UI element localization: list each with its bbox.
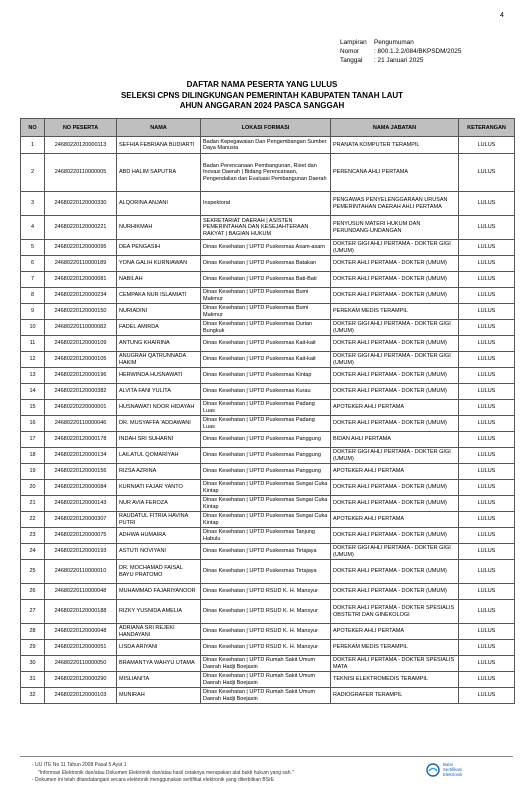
cell-nama: DR. MUSYAFFA 'ADDAWANI xyxy=(117,416,201,432)
table-row xyxy=(21,544,515,560)
cell-nama-jabatan: DOKTER GIGI AHLI PERTAMA - DOKTER GIGI (UMUM) xyxy=(331,448,459,464)
cell-lokasi-formasi: Dinas Kesehatan | UPTD Puskesmas Sungai Cuka Kintap xyxy=(201,512,331,528)
table-row xyxy=(21,288,515,304)
cell-nama-jabatan: APOTEKER AHLI PERTAMA xyxy=(331,464,459,480)
table-row xyxy=(21,448,515,464)
cell-no-peserta: 24680220120000095 xyxy=(45,240,117,256)
cell-keterangan: LULUS xyxy=(459,448,515,464)
cell-nama-jabatan: DOKTER GIGI AHLI PERTAMA - DOKTER GIGI (UMUM) xyxy=(331,320,459,336)
cell-lokasi-formasi: Badan Kepegawaian Dan Pengembangan Sumber Daya Manusia xyxy=(201,137,331,154)
reference-row xyxy=(340,56,461,65)
cell-nama-jabatan: BIDAN AHLI PERTAMA xyxy=(331,432,459,448)
cell-keterangan: LULUS xyxy=(459,240,515,256)
cell-nama-jabatan: DOKTER AHLI PERTAMA - DOKTER (UMUM) xyxy=(331,336,459,352)
cell-no: 6 xyxy=(21,256,45,272)
cell-nama-jabatan: DOKTER AHLI PERTAMA - DOKTER (UMUM) xyxy=(331,256,459,272)
cell-no: 7 xyxy=(21,272,45,288)
cell-no-peserta: 24680220110000082 xyxy=(45,320,117,336)
cell-nama: RAUDATUL FITRIA HAVINA PUTRI xyxy=(117,512,201,528)
cell-keterangan: LULUS xyxy=(459,528,515,544)
cell-nama: MISLIANITA xyxy=(117,672,201,688)
table-row xyxy=(21,336,515,352)
cell-nama: LAILATUL QOMARIYAH xyxy=(117,448,201,464)
table-row xyxy=(21,432,515,448)
cell-nama: INDAH SRI SUHARNI xyxy=(117,432,201,448)
cell-lokasi-formasi: Dinas Kesehatan | UPTD RSUD K. H. Mansyur xyxy=(201,584,331,600)
cell-no-peserta: 24680220110000046 xyxy=(45,416,117,432)
cell-lokasi-formasi: Dinas Kesehatan | UPTD Rumah Sakit Umum Daerah Hadji Boejasin xyxy=(201,656,331,672)
cell-lokasi-formasi: Dinas Kesehatan | UPTD RSUD K. H. Mansyur xyxy=(201,600,331,624)
table-row xyxy=(21,584,515,600)
bsre-logo-text xyxy=(443,762,462,777)
cell-no: 15 xyxy=(21,400,45,416)
cell-no: 14 xyxy=(21,384,45,400)
cell-no: 20 xyxy=(21,480,45,496)
table-header-row xyxy=(21,119,515,137)
table-row xyxy=(21,512,515,528)
bsre-logo-line: Sertifikasi xyxy=(443,767,463,772)
cell-no-peserta: 24680220120000084 xyxy=(45,480,117,496)
cell-keterangan: LULUS xyxy=(459,512,515,528)
cell-no-peserta: 24680220120000075 xyxy=(45,528,117,544)
reference-key: Tanggal xyxy=(340,57,363,64)
cell-nama: LISDA ARIYANI xyxy=(117,640,201,656)
table-row xyxy=(21,672,515,688)
cell-keterangan: LULUS xyxy=(459,256,515,272)
cell-no: 29 xyxy=(21,640,45,656)
cell-lokasi-formasi: Dinas Kesehatan | UPTD Puskesmas Tirtajaya xyxy=(201,560,331,584)
document-title xyxy=(0,80,524,112)
cell-keterangan: LULUS xyxy=(459,320,515,336)
cell-no: 24 xyxy=(21,544,45,560)
cell-keterangan: LULUS xyxy=(459,464,515,480)
cell-lokasi-formasi: Dinas Kesehatan | UPTD Puskesmas Bati-Bati xyxy=(201,272,331,288)
cell-keterangan: LULUS xyxy=(459,432,515,448)
table-row xyxy=(21,640,515,656)
cell-nama: ALVITA FANI YULITA xyxy=(117,384,201,400)
table-row xyxy=(21,528,515,544)
footer-line: "Informasi Elektronik dan/atau Dokumen Elektronik dan/atau hasil cetaknya merupakan alat bukti hukum yang sah." xyxy=(38,769,294,776)
cell-keterangan: LULUS xyxy=(459,600,515,624)
header-no: NO xyxy=(21,119,45,137)
cell-no: 16 xyxy=(21,416,45,432)
participants-table xyxy=(20,118,515,704)
cell-nama: NUR AVIA FEROZA xyxy=(117,496,201,512)
cell-keterangan: LULUS xyxy=(459,288,515,304)
cell-keterangan: LULUS xyxy=(459,584,515,600)
cell-no: 11 xyxy=(21,336,45,352)
cell-no-peserta: 24680220120000150 xyxy=(45,304,117,320)
cell-nama-jabatan: DOKTER AHLI PERTAMA - DOKTER (UMUM) xyxy=(331,528,459,544)
cell-no-peserta: 24680220120000048 xyxy=(45,624,117,640)
cell-no: 32 xyxy=(21,688,45,704)
cell-no-peserta: 24680220120000330 xyxy=(45,192,117,216)
table-row xyxy=(21,154,515,192)
table-row xyxy=(21,560,515,584)
cell-lokasi-formasi: Dinas Kesehatan | UPTD Puskesmas Bumi Makmur xyxy=(201,288,331,304)
cell-lokasi-formasi: Dinas Kesehatan | UPTD Puskesmas Panggung xyxy=(201,464,331,480)
footer-line: - Dokumen ini telah ditandatangani secara elektronik menggunakan sertifikat elektronik yang diterbitkan BSrE xyxy=(32,777,275,783)
cell-no: 10 xyxy=(21,320,45,336)
cell-nama: DEA PENGASIH xyxy=(117,240,201,256)
reference-value: : 800.1.2.2/084/BKPSDM/2025 xyxy=(374,48,462,55)
cell-nama: CEMPAKA NUR ISLAMIATI xyxy=(117,288,201,304)
cell-no: 22 xyxy=(21,512,45,528)
cell-nama-jabatan: PENGAWAS PENYELENGGARAAN URUSAN PEMERINTAHAN DAERAH AHLI PERTAMA xyxy=(331,192,459,216)
cell-nama: NURHIKMAH xyxy=(117,216,201,240)
cell-lokasi-formasi: Dinas Kesehatan | UPTD Puskesmas Batakan xyxy=(201,256,331,272)
cell-nama-jabatan: DOKTER AHLI PERTAMA - DOKTER SPESIALIS MATA xyxy=(331,656,459,672)
cell-lokasi-formasi: Dinas Kesehatan | UPTD Puskesmas Kait-kait xyxy=(201,336,331,352)
cell-nama: ADHWA HUMAIRA xyxy=(117,528,201,544)
cell-nama: DR. MOCHAMAD FAISAL BAYU PRATOMO xyxy=(117,560,201,584)
cell-keterangan: LULUS xyxy=(459,624,515,640)
cell-no-peserta: 24680220120000307 xyxy=(45,512,117,528)
cell-nama: ALQORINA ANJANI xyxy=(117,192,201,216)
cell-no: 21 xyxy=(21,496,45,512)
cell-lokasi-formasi: Dinas Kesehatan | UPTD Rumah Sakit Umum Daerah Hadji Boejasin xyxy=(201,672,331,688)
cell-lokasi-formasi: Dinas Kesehatan | UPTD Puskesmas Tirtajaya xyxy=(201,544,331,560)
cell-no-peserta: 24680220120000134 xyxy=(45,448,117,464)
table-row xyxy=(21,352,515,368)
cell-nama: SEFHIA FEBRIANA BUDIARTI xyxy=(117,137,201,154)
cell-no: 30 xyxy=(21,656,45,672)
cell-lokasi-formasi: Badan Perencanaan Pembangunan, Riset dan Inovasi Daerah | Bidang Perencanaan, Pengendalian dan Evaluasi Pembangunan Daerah xyxy=(201,154,331,192)
cell-no: 25 xyxy=(21,560,45,584)
cell-keterangan: LULUS xyxy=(459,154,515,192)
cell-no: 13 xyxy=(21,368,45,384)
cell-lokasi-formasi: Dinas Kesehatan | UPTD Puskesmas Bumi Makmur xyxy=(201,304,331,320)
bsre-logo-line: Balai xyxy=(443,762,453,767)
cell-nama: FADEL AMIRDA xyxy=(117,320,201,336)
cell-lokasi-formasi: Dinas Kesehatan | UPTD Puskesmas Padang Luas xyxy=(201,400,331,416)
cell-no-peserta: 24680220120000290 xyxy=(45,672,117,688)
cell-nama: ANUGRAH QATRUNNADA HAKIM xyxy=(117,352,201,368)
cell-keterangan: LULUS xyxy=(459,496,515,512)
cell-no-peserta: 24680220120000051 xyxy=(45,640,117,656)
cell-no-peserta: 24680220220000001 xyxy=(45,400,117,416)
bsre-logo-line: Elektronik xyxy=(443,772,463,777)
cell-no-peserta: 24680220120000221 xyxy=(45,216,117,240)
header-nama: NAMA xyxy=(117,119,201,137)
cell-lokasi-formasi: Dinas Kesehatan | UPTD Rumah Sakit Umum Daerah Hadji Boejasin xyxy=(201,688,331,704)
table-row xyxy=(21,304,515,320)
cell-nama: YONA GALIH KURNIAWAN xyxy=(117,256,201,272)
cell-nama: RIZSA AZRINA xyxy=(117,464,201,480)
table-row xyxy=(21,400,515,416)
reference-row xyxy=(340,38,461,47)
cell-nama-jabatan: DOKTER AHLI PERTAMA - DOKTER SPESIALIS OBSTETRI DAN GINEKOLOGI xyxy=(331,600,459,624)
cell-no-peserta: 24680220120000156 xyxy=(45,464,117,480)
cell-lokasi-formasi: Dinas Kesehatan | UPTD Puskesmas Kait-kait xyxy=(201,352,331,368)
cell-no: 1 xyxy=(21,137,45,154)
cell-no-peserta: 24680220120000113 xyxy=(45,137,117,154)
cell-no: 2 xyxy=(21,154,45,192)
cell-no-peserta: 24680220120000193 xyxy=(45,544,117,560)
cell-nama: HUSNAWATI NOOR HIDAYAH xyxy=(117,400,201,416)
cell-lokasi-formasi: Dinas Kesehatan | UPTD Puskesmas Tanjung Habulu xyxy=(201,528,331,544)
table-row xyxy=(21,688,515,704)
table-row xyxy=(21,368,515,384)
reference-value: : 21 Januari 2025 xyxy=(374,57,424,64)
cell-keterangan: LULUS xyxy=(459,352,515,368)
table-row xyxy=(21,384,515,400)
footer-divider xyxy=(20,756,513,757)
header-keterangan: KETERANGAN xyxy=(459,119,515,137)
cell-nama: BRAMANTYA WAHYU UTAMA xyxy=(117,656,201,672)
cell-no: 12 xyxy=(21,352,45,368)
cell-lokasi-formasi: Dinas Kesehatan | UPTD Puskesmas Kintap xyxy=(201,368,331,384)
cell-no-peserta: 24680220120000109 xyxy=(45,336,117,352)
header-no-peserta: NO PESERTA xyxy=(45,119,117,137)
cell-keterangan: LULUS xyxy=(459,304,515,320)
cell-no: 27 xyxy=(21,600,45,624)
cell-nama: ANTUNG KHAIRINA xyxy=(117,336,201,352)
cell-nama-jabatan: DOKTER AHLI PERTAMA - DOKTER (UMUM) xyxy=(331,288,459,304)
cell-nama-jabatan: DOKTER GIGI AHLI PERTAMA - DOKTER GIGI (UMUM) xyxy=(331,352,459,368)
cell-nama-jabatan: DOKTER AHLI PERTAMA - DOKTER (UMUM) xyxy=(331,384,459,400)
table-row xyxy=(21,464,515,480)
cell-nama-jabatan: APOTEKER AHLI PERTAMA xyxy=(331,512,459,528)
cell-no: 8 xyxy=(21,288,45,304)
cell-no-peserta: 24680220110000005 xyxy=(45,154,117,192)
cell-no-peserta: 24680220120000103 xyxy=(45,688,117,704)
reference-key: Lampiran xyxy=(340,39,367,46)
cell-nama-jabatan: DOKTER AHLI PERTAMA - DOKTER (UMUM) xyxy=(331,560,459,584)
cell-lokasi-formasi: Inspektorat xyxy=(201,192,331,216)
cell-no: 28 xyxy=(21,624,45,640)
cell-nama-jabatan: DOKTER AHLI PERTAMA - DOKTER (UMUM) xyxy=(331,416,459,432)
cell-lokasi-formasi: Dinas Kesehatan | UPTD Puskesmas Sungai Cuka Kintap xyxy=(201,496,331,512)
cell-nama-jabatan: PERENCANA AHLI PERTAMA xyxy=(331,154,459,192)
table-row xyxy=(21,240,515,256)
cell-keterangan: LULUS xyxy=(459,672,515,688)
table-row xyxy=(21,480,515,496)
reference-row xyxy=(340,47,461,56)
cell-nama: ABD HALIM SAPUTRA xyxy=(117,154,201,192)
cell-nama: MUHAMMAD FAJARIYANOOR xyxy=(117,584,201,600)
cell-nama: NURIADINI xyxy=(117,304,201,320)
cell-no: 5 xyxy=(21,240,45,256)
page-number: 4 xyxy=(500,12,504,19)
cell-lokasi-formasi: Dinas Kesehatan | UPTD Puskesmas Sungai Cuka Kintap xyxy=(201,480,331,496)
cell-no: 23 xyxy=(21,528,45,544)
table-row xyxy=(21,137,515,154)
cell-lokasi-formasi: Dinas Kesehatan | UPTD Puskesmas Kurau xyxy=(201,384,331,400)
table-row xyxy=(21,256,515,272)
cell-nama-jabatan: PENYUSUN MATERI HUKUM DAN PERUNDANG-UNDANGAN xyxy=(331,216,459,240)
cell-nama: ASTUTI NOVIYANI xyxy=(117,544,201,560)
reference-key: Nomor xyxy=(340,48,360,55)
cell-no-peserta: 24680220120000105 xyxy=(45,352,117,368)
cell-nama-jabatan: APOTEKER AHLI PERTAMA xyxy=(331,624,459,640)
cell-nama-jabatan: DOKTER AHLI PERTAMA - DOKTER (UMUM) xyxy=(331,584,459,600)
title-line: DAFTAR NAMA PESERTA YANG LULUS xyxy=(186,80,338,89)
table-row xyxy=(21,192,515,216)
table-row xyxy=(21,416,515,432)
cell-no-peserta: 24680220120000382 xyxy=(45,384,117,400)
table-row xyxy=(21,320,515,336)
cell-keterangan: LULUS xyxy=(459,640,515,656)
cell-nama-jabatan: DOKTER AHLI PERTAMA - DOKTER (UMUM) xyxy=(331,368,459,384)
cell-no: 17 xyxy=(21,432,45,448)
table-row xyxy=(21,272,515,288)
cell-no: 19 xyxy=(21,464,45,480)
reference-value: Pengumuman xyxy=(374,39,414,46)
cell-keterangan: LULUS xyxy=(459,416,515,432)
cell-keterangan: LULUS xyxy=(459,216,515,240)
cell-nama-jabatan: TEKNISI ELEKTROMEDIS TERAMPIL xyxy=(331,672,459,688)
table-row xyxy=(21,216,515,240)
cell-lokasi-formasi: Dinas Kesehatan | UPTD Puskesmas Durian Bungkuk xyxy=(201,320,331,336)
title-line: SELEKSI CPNS DILINGKUNGAN PEMERINTAH KABUPATEN TANAH LAUT xyxy=(120,90,404,100)
cell-nama-jabatan: RADIOGRAFER TERAMPIL xyxy=(331,688,459,704)
cell-nama-jabatan: DOKTER AHLI PERTAMA - DOKTER (UMUM) xyxy=(331,496,459,512)
cell-nama-jabatan: APOTEKER AHLI PERTAMA xyxy=(331,400,459,416)
bsre-logo-icon xyxy=(426,763,440,777)
cell-nama-jabatan: DOKTER GIGI AHLI PERTAMA - DOKTER GIGI (UMUM) xyxy=(331,240,459,256)
header-lokasi-formasi: LOKASI FORMASI xyxy=(201,119,331,137)
table-row xyxy=(21,600,515,624)
footer-line: - UU ITE No 11 Tahun 2008 Pasal 5 Ayat 1 xyxy=(32,762,127,768)
cell-no-peserta: 24680220120000081 xyxy=(45,272,117,288)
cell-lokasi-formasi: Dinas Kesehatan | UPTD Puskesmas Asam-asam xyxy=(201,240,331,256)
cell-keterangan: LULUS xyxy=(459,688,515,704)
cell-nama-jabatan: DOKTER GIGI AHLI PERTAMA - DOKTER GIGI (UMUM) xyxy=(331,544,459,560)
cell-no-peserta: 24680220120000234 xyxy=(45,288,117,304)
cell-nama-jabatan: PEREKAM MEDIS TERAMPIL xyxy=(331,640,459,656)
cell-no-peserta: 24680220110000010 xyxy=(45,560,117,584)
cell-lokasi-formasi: Dinas Kesehatan | UPTD RSUD K. H. Mansyur xyxy=(201,640,331,656)
cell-keterangan: LULUS xyxy=(459,544,515,560)
cell-no-peserta: 24680220120000143 xyxy=(45,496,117,512)
cell-nama: NABILAH xyxy=(117,272,201,288)
cell-no: 31 xyxy=(21,672,45,688)
cell-no: 26 xyxy=(21,584,45,600)
cell-keterangan: LULUS xyxy=(459,368,515,384)
cell-keterangan: LULUS xyxy=(459,384,515,400)
reference-block xyxy=(340,38,461,65)
cell-lokasi-formasi: Dinas Kesehatan | UPTD Puskesmas Panggung xyxy=(201,432,331,448)
cell-nama-jabatan: DOKTER AHLI PERTAMA - DOKTER (UMUM) xyxy=(331,272,459,288)
cell-nama: MUNIRAH xyxy=(117,688,201,704)
header-nama-jabatan: NAMA JABATAN xyxy=(331,119,459,137)
cell-nama-jabatan: DOKTER AHLI PERTAMA - DOKTER (UMUM) xyxy=(331,480,459,496)
cell-nama: HERWINDA HUSNAWATI xyxy=(117,368,201,384)
table-row xyxy=(21,656,515,672)
cell-keterangan: LULUS xyxy=(459,400,515,416)
cell-lokasi-formasi: SEKRETARIAT DAERAH | ASISTEN PEMERINTAHAN DAN KESEJAHTERAAN RAKYAT | BAGIAN HUKUM xyxy=(201,216,331,240)
cell-no: 4 xyxy=(21,216,45,240)
bsre-logo xyxy=(426,762,462,777)
cell-nama-jabatan: PEREKAM MEDIS TERAMPIL xyxy=(331,304,459,320)
cell-lokasi-formasi: Dinas Kesehatan | UPTD Puskesmas Panggung xyxy=(201,448,331,464)
cell-keterangan: LULUS xyxy=(459,272,515,288)
cell-nama: ADRIANA SRI REJEKI HANDAYANI xyxy=(117,624,201,640)
cell-keterangan: LULUS xyxy=(459,480,515,496)
footer-notes xyxy=(32,762,294,785)
cell-keterangan: LULUS xyxy=(459,560,515,584)
cell-nama: KURNIATI FAJAR YANTO xyxy=(117,480,201,496)
cell-keterangan: LULUS xyxy=(459,656,515,672)
cell-no: 3 xyxy=(21,192,45,216)
cell-no-peserta: 24680220120000196 xyxy=(45,368,117,384)
cell-no-peserta: 24680220120000178 xyxy=(45,432,117,448)
cell-lokasi-formasi: Dinas Kesehatan | UPTD RSUD K. H. Mansyur xyxy=(201,624,331,640)
cell-no: 18 xyxy=(21,448,45,464)
cell-nama-jabatan: PRANATA KOMPUTER TERAMPIL xyxy=(331,137,459,154)
cell-keterangan: LULUS xyxy=(459,192,515,216)
cell-no-peserta: 24680220110000050 xyxy=(45,656,117,672)
table-row xyxy=(21,624,515,640)
table-row xyxy=(21,496,515,512)
cell-no: 9 xyxy=(21,304,45,320)
cell-no-peserta: 24680220110000048 xyxy=(45,584,117,600)
cell-no-peserta: 24680220120000188 xyxy=(45,600,117,624)
cell-no-peserta: 24680220110000189 xyxy=(45,256,117,272)
cell-keterangan: LULUS xyxy=(459,137,515,154)
cell-lokasi-formasi: Dinas Kesehatan | UPTD Puskesmas Padang Luas xyxy=(201,416,331,432)
title-line: AHUN ANGGARAN 2024 PASCA SANGGAH xyxy=(179,101,345,110)
cell-nama: RIZKY YUSNIDA AMELIA xyxy=(117,600,201,624)
cell-keterangan: LULUS xyxy=(459,336,515,352)
